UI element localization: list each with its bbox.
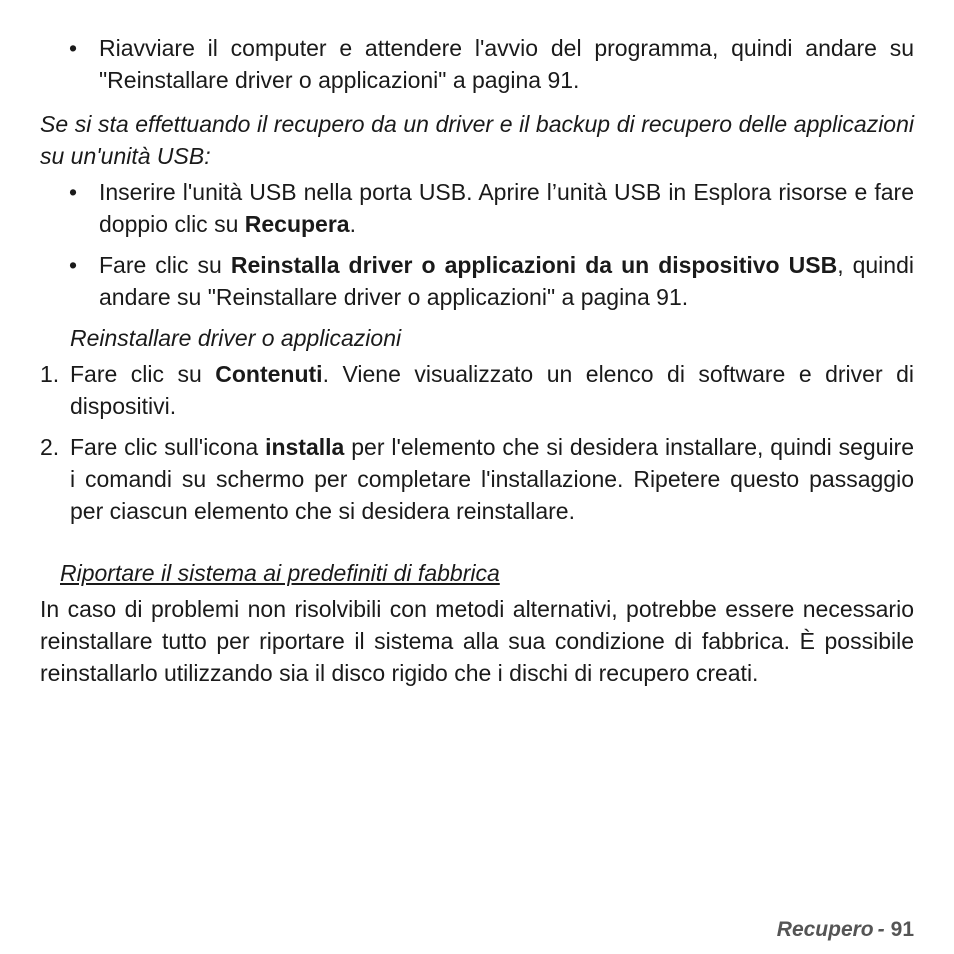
factory-paragraph: In caso di problemi non risolvibili con metodi alternativi, potrebbe essere necessario reinstallare tutto per riportare il sistema alla sua condizione di fabbrica. È possibile reinstallarlo utilizzando sia il disco rigido che i dischi di recupero creati. bbox=[40, 596, 914, 686]
step-1 bbox=[40, 358, 914, 422]
step-text: Fare clic sull'icona bbox=[70, 434, 266, 460]
footer-section: Recupero bbox=[776, 918, 874, 941]
section-heading-factory: Riportare il sistema ai predefiniti di fabbrica bbox=[60, 560, 500, 586]
bullet-mark: • bbox=[69, 179, 78, 205]
bullet-insert-usb bbox=[40, 176, 914, 240]
footer-separator: - bbox=[877, 918, 885, 941]
bullet-text: Riavviare il computer e attendere l'avvio del programma, quindi andare su "Reinstallare driver o applicazioni" a pagina 91. bbox=[99, 35, 914, 93]
usb-intro: Se si sta effettuando il recupero da un driver e il backup di recupero delle applicazioni su un'unità USB: bbox=[40, 111, 914, 169]
step-text-end: . Viene visualizzato un elenco di software e driver di dispositivi. bbox=[70, 361, 914, 419]
step-2 bbox=[40, 431, 914, 527]
bullet-text-end: . bbox=[349, 211, 356, 237]
page-content bbox=[40, 32, 914, 689]
bullet-text-end: , quindi andare su "Reinstallare driver o applicazioni" a pagina 91. bbox=[99, 252, 914, 310]
bullet-mark: • bbox=[69, 35, 78, 61]
bullet-mark: • bbox=[69, 252, 78, 278]
recupera-term: Recupera bbox=[244, 211, 350, 237]
bullet-text: Fare clic su bbox=[99, 252, 231, 278]
page-number: 91 bbox=[890, 918, 914, 941]
reinstall-usb-term: Reinstalla driver o applicazioni da un dispositivo USB bbox=[230, 252, 838, 278]
step-text: Fare clic su bbox=[70, 361, 216, 387]
subheading-reinstall: Reinstallare driver o applicazioni bbox=[70, 325, 402, 351]
step-text-end: per l'elemento che si desidera installare, quindi seguire i comandi su schermo per completare l'installazione. Ripetere questo passaggio per ciascun elemento che si desidera reinstallare. bbox=[70, 434, 914, 524]
bullet-restart bbox=[40, 32, 914, 96]
page-footer bbox=[777, 916, 914, 944]
step-number: 1. bbox=[40, 361, 60, 387]
installa-term: installa bbox=[265, 434, 345, 460]
bullet-reinstall-usb bbox=[40, 249, 914, 313]
bullet-text: Inserire l'unità USB nella porta USB. Aprire l’unità USB in Esplora risorse e fare doppio clic su bbox=[99, 179, 914, 237]
step-number: 2. bbox=[40, 434, 60, 460]
contenuti-term: Contenuti bbox=[215, 361, 323, 387]
